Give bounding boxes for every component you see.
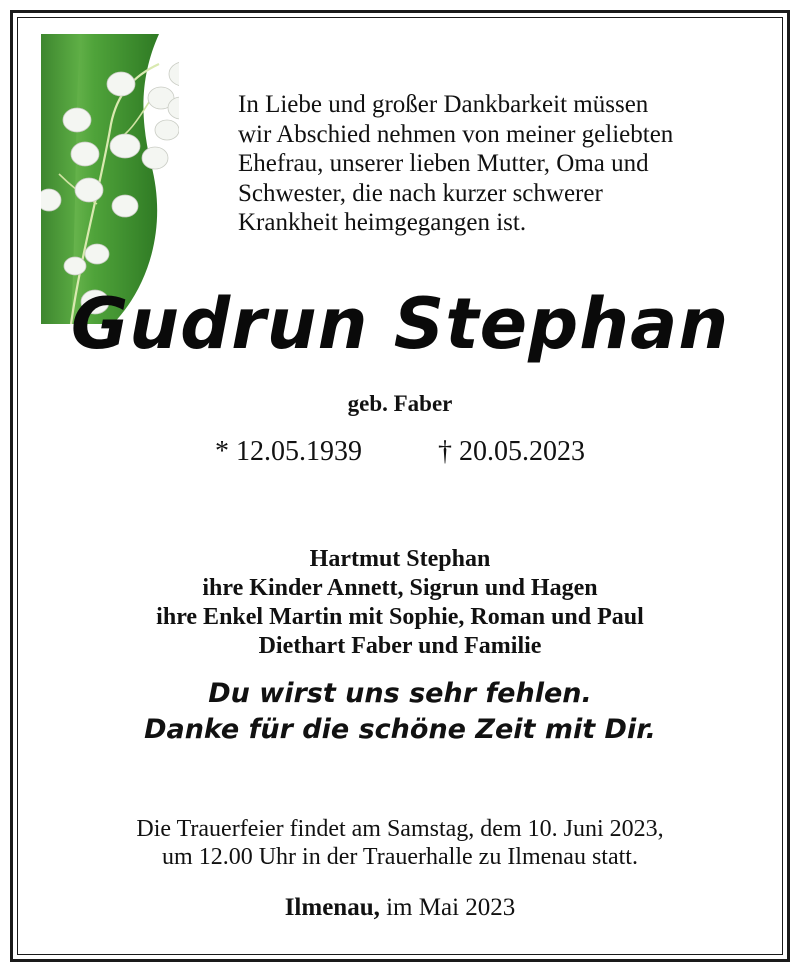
date: im Mai 2023 — [386, 894, 516, 921]
place: Ilmenau, — [284, 894, 380, 921]
lily-of-the-valley-image — [41, 34, 179, 324]
intro-line: Krankheit heimgegangen ist. — [238, 209, 527, 236]
funeral-notice — [0, 815, 800, 871]
death-date: † 20.05.2023 — [438, 436, 585, 467]
quote-line: Du wirst uns sehr fehlen. — [208, 678, 592, 709]
intro-line: wir Abschied nehmen von meiner geliebten — [238, 120, 674, 148]
quote-line: Danke für die schöne Zeit mit Dir. — [144, 714, 656, 745]
mourner-line: ihre Kinder Annett, Sigrun und Hagen — [202, 575, 598, 601]
funeral-line: Die Trauerfeier findet am Samstag, dem 10. Juni 2023, — [136, 816, 664, 842]
maiden-name: geb. Faber — [347, 391, 453, 416]
intro-text — [238, 90, 778, 238]
deceased-name: Gudrun Stephan — [70, 283, 730, 365]
mourner-line: Hartmut Stephan — [309, 546, 491, 572]
birth-date: * 12.05.1939 — [215, 436, 362, 467]
mourner-line: ihre Enkel Martin mit Sophie, Roman und Paul — [156, 604, 644, 630]
mourners-list — [0, 545, 800, 661]
intro-line: Ehefrau, unserer lieben Mutter, Oma und — [238, 150, 649, 177]
mourner-line: Diethart Faber und Familie — [258, 633, 542, 659]
farewell-quote — [0, 676, 800, 748]
intro-line: In Liebe und großer Dankbarkeit müssen — [238, 91, 649, 118]
intro-line: Schwester, die nach kurzer schwerer — [238, 179, 603, 207]
funeral-line: um 12.00 Uhr in der Trauerhalle zu Ilmenau statt. — [162, 844, 638, 870]
place-and-date — [0, 894, 800, 922]
